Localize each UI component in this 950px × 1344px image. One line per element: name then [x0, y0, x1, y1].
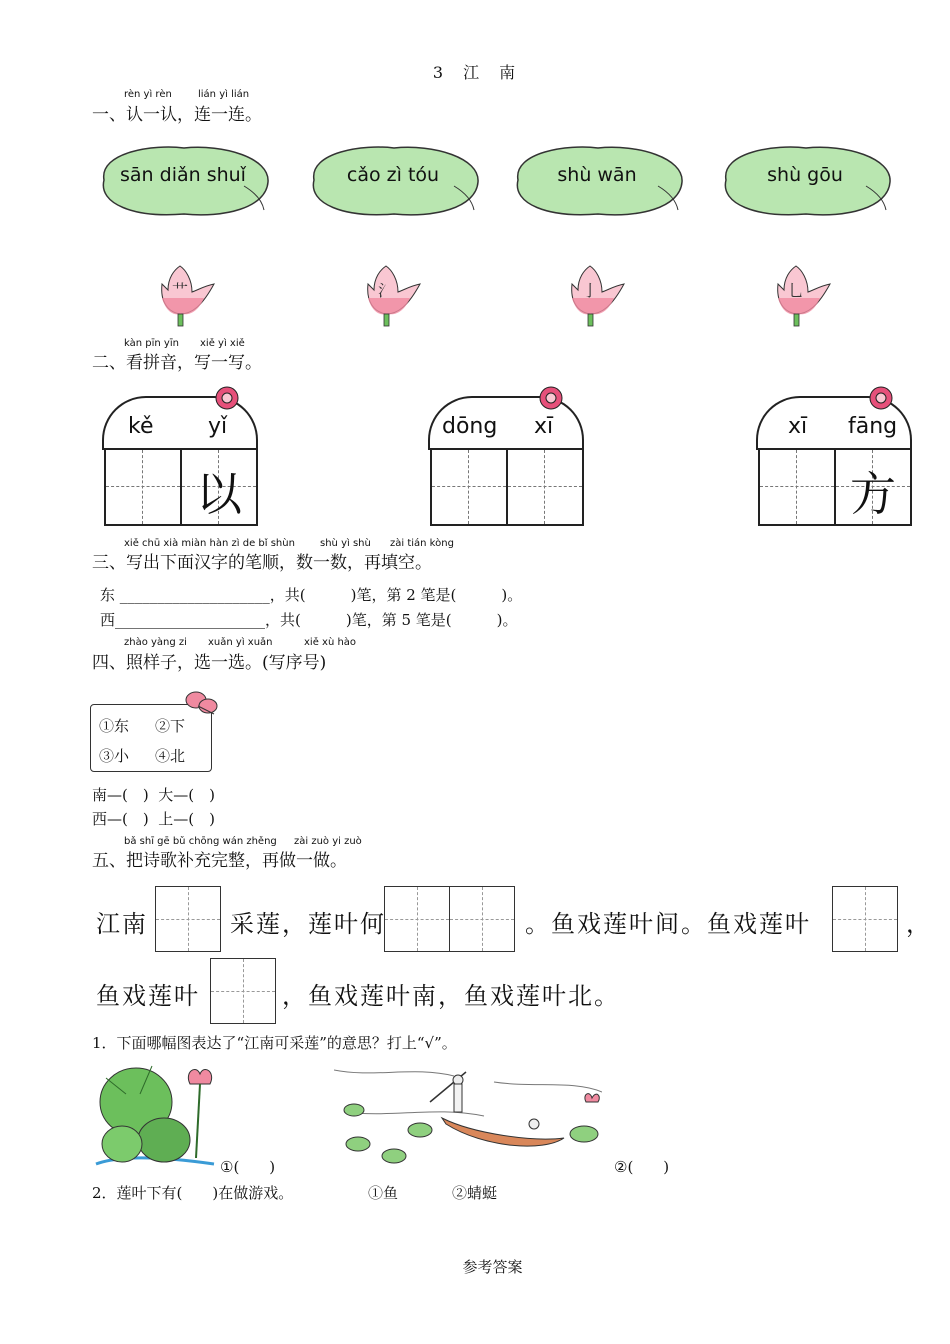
- butterfly-icon: [184, 686, 220, 718]
- boat-illustration[interactable]: [334, 1062, 602, 1172]
- match-question[interactable]: 西—( ) 上—( ): [92, 810, 215, 828]
- radical: 乚: [787, 281, 804, 300]
- leaf-label: sān diǎn shuǐ: [120, 164, 246, 186]
- pinyin: rèn yì rèn: [124, 89, 172, 100]
- pinyin: lián yì lián: [198, 89, 250, 100]
- pinyin: kàn pīn yīn: [124, 338, 179, 349]
- leaf-label: shù wān: [557, 164, 637, 186]
- option: ①东: [99, 717, 130, 735]
- box-pinyin: xī: [534, 414, 554, 439]
- leaf-label: cǎo zì tóu: [346, 164, 440, 186]
- stroke-question[interactable]: 西____________________，共( )笔，第 5 笔是( )。: [100, 611, 518, 629]
- lotus-leaf[interactable]: [716, 140, 894, 220]
- radical: 亅: [581, 281, 598, 300]
- box-pinyin: xī: [788, 414, 808, 439]
- leaf-label: shù gōu: [767, 164, 843, 186]
- poem-text: 江南: [96, 910, 148, 938]
- section-2-heading: 二、看拼音，写一写。: [92, 353, 262, 373]
- page-title: 3 江 南: [432, 63, 518, 82]
- answer-char: 以: [196, 467, 242, 521]
- choice-2[interactable]: ②( ): [614, 1158, 670, 1176]
- radical: 艹: [171, 281, 188, 300]
- poem-blank[interactable]: [384, 886, 515, 952]
- box-pinyin: fāng: [848, 414, 898, 439]
- box-pinyin: kě: [128, 414, 154, 439]
- section-3-heading: 三、写出下面汉字的笔顺，数一数，再填空。: [92, 553, 432, 573]
- flower-icon: [536, 383, 566, 413]
- write-box[interactable]: [428, 396, 584, 524]
- poem-text: ，: [906, 910, 932, 938]
- choice-fish[interactable]: ①鱼: [368, 1184, 399, 1202]
- lotus-flower[interactable]: [364, 262, 424, 328]
- write-box[interactable]: [756, 396, 912, 524]
- footer-answer-key[interactable]: 参考答案: [462, 1258, 523, 1276]
- poem-text: ，鱼戏莲叶南，鱼戏莲叶北。: [282, 982, 620, 1010]
- pinyin: bǎ shī gē bǔ chōng wán zhěng: [124, 836, 277, 847]
- option: ④北: [155, 747, 186, 765]
- option: ②下: [155, 717, 186, 735]
- radical: 氵: [377, 281, 394, 300]
- lotus-leaf[interactable]: [94, 140, 272, 220]
- box-pinyin: dōng: [442, 414, 498, 439]
- lotus-flower[interactable]: [158, 262, 218, 328]
- poem-blank[interactable]: [155, 886, 221, 952]
- poem-text: 。鱼戏莲叶间。鱼戏莲叶: [525, 910, 811, 938]
- option: ③小: [99, 747, 130, 765]
- question-1: 1．下面哪幅图表达了“江南可采莲”的意思？打上“√”。: [92, 1034, 457, 1052]
- flower-icon: [212, 383, 242, 413]
- lotus-leaf[interactable]: [304, 140, 482, 220]
- lotus-illustration[interactable]: [92, 1054, 218, 1172]
- answer-char: 方: [850, 467, 896, 521]
- choice-dragonfly[interactable]: ②蜻蜓: [452, 1184, 498, 1202]
- pinyin: xiě chū xià miàn hàn zì de bǐ shùn: [124, 538, 295, 549]
- box-pinyin: yǐ: [208, 414, 228, 439]
- section-1-heading: 一、认一认，连一连。: [92, 105, 262, 125]
- pinyin: xiě xù hào: [304, 637, 357, 648]
- lotus-leaf[interactable]: [508, 140, 686, 220]
- pinyin: zài zuò yi zuò: [294, 836, 362, 847]
- choice-1[interactable]: ①( ): [220, 1158, 276, 1176]
- pinyin: xuǎn yì xuǎn: [208, 637, 273, 648]
- pinyin: zài tián kòng: [390, 538, 454, 549]
- poem-text: 采莲，莲叶何: [230, 910, 386, 938]
- lotus-flower[interactable]: [568, 262, 628, 328]
- flower-icon: [866, 383, 896, 413]
- pinyin: zhào yàng zi: [124, 637, 187, 648]
- section-4-heading: 四、照样子，选一选。(写序号): [92, 653, 327, 673]
- poem-blank[interactable]: [832, 886, 898, 952]
- write-box[interactable]: [102, 396, 258, 524]
- lotus-flower[interactable]: [774, 262, 834, 328]
- pinyin: shù yì shù: [320, 538, 371, 549]
- stroke-question[interactable]: 东 ____________________，共( )笔，第 2 笔是( )。: [100, 586, 523, 604]
- question-2[interactable]: 2．莲叶下有( )在做游戏。: [92, 1184, 294, 1202]
- pinyin: xiě yì xiě: [200, 338, 245, 349]
- section-5-heading: 五、把诗歌补充完整，再做一做。: [92, 851, 347, 871]
- poem-blank[interactable]: [210, 958, 276, 1024]
- match-question[interactable]: 南—( ) 大—( ): [92, 786, 215, 804]
- poem-text: 鱼戏莲叶: [96, 982, 200, 1010]
